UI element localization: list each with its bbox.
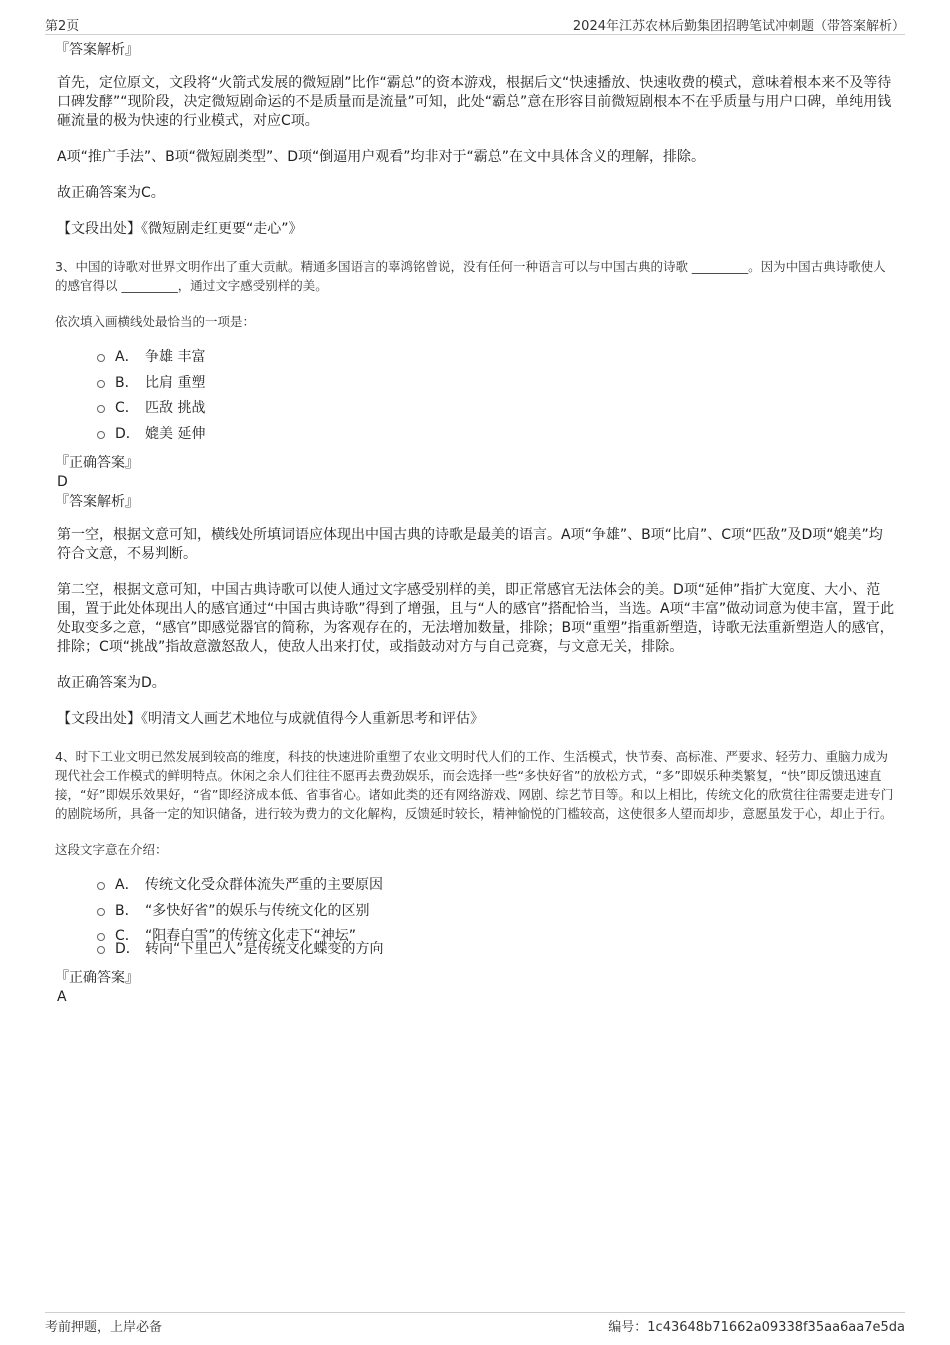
- radio-icon[interactable]: [97, 946, 105, 954]
- analysis-paragraph: A项“推广手法”、B项“微短剧类型”、D项“倒逼用户观看”均非对于“霸总”在文中具体含义的理解，排除。: [57, 149, 705, 165]
- radio-icon[interactable]: [97, 882, 105, 890]
- page-number: 第2页: [45, 19, 80, 34]
- document-title: 2024年江苏农林后勤集团招聘笔试冲刺题（带答案解析）: [572, 19, 905, 34]
- page-content: [55, 40, 895, 1007]
- option-b[interactable]: B． “多快好省”的娱乐与传统文化的区别: [97, 899, 895, 925]
- question-3-prompt: 依次填入画横线处最恰当的一项是：: [55, 314, 256, 329]
- analysis-paragraph: 第二空，根据文意可知，中国古典诗歌可以使人通过文字感受别样的美，即正常感官无法体会的美。D项“延伸”指扩大宽度、大小、范围，置于此处体现出人的感官通过“中国古典诗歌”得到了增强，且与“人的感官”搭配恰当，当选。A项“丰富”做动词意为使丰富，置于此处取变多之意，“感官”即感觉器官的简称，为客观存在的，无法增加数量，排除；B项“重塑”指重新塑造，诗歌无法重新塑造人的感官，排除；C项“挑战”指故意激怒敌人，使敌人出来打仗，或指鼓动对方与自己竞赛，与文意无关，排除。: [57, 582, 895, 655]
- analysis-label: 『答案解析』: [55, 494, 139, 510]
- option-a[interactable]: A． 传统文化受众群体流失严重的主要原因: [97, 873, 895, 899]
- question-4-options: [97, 873, 895, 962]
- analysis-label: 『答案解析』: [55, 42, 139, 58]
- analysis-paragraph: 第一空，根据文意可知，横线处所填词语应体现出中国古典的诗歌是最美的语言。A项“争雄”、B项“比肩”、C项“匹敌”及D项“媲美”均符合文意，不易判断。: [57, 527, 883, 562]
- option-d[interactable]: D． 转向“下里巴人”是传统文化蝶变的方向: [97, 937, 895, 963]
- radio-icon[interactable]: [97, 431, 105, 439]
- option-b[interactable]: B． 比肩 重塑: [97, 371, 895, 397]
- analysis-conclusion: 故正确答案为C。: [57, 185, 165, 201]
- source-citation: 【文段出处】《明清文人画艺术地位与成就值得今人重新思考和评估》: [57, 711, 484, 727]
- option-d[interactable]: D． 媲美 延伸: [97, 422, 895, 448]
- analysis-paragraph: 首先，定位原文，文段将“火箭式发展的微短剧”比作“霸总”的资本游戏，根据后文“快速播放、快速收费的模式，意味着根本来不及等待口碑发酵”“现阶段，决定微短剧命运的不是质量而是流量”可知，此处“霸总”意在形容目前微短剧根本不在乎质量与用户口碑，单纯用钱砸流量的极为快速的行业模式，对应C项。: [57, 75, 892, 129]
- correct-answer-label: 『正确答案』: [55, 455, 139, 471]
- analysis-conclusion: 故正确答案为D。: [57, 675, 166, 691]
- footer-slogan: 考前押题，上岸必备: [45, 1320, 163, 1335]
- question-3-options: [97, 345, 895, 447]
- question-4-text: 4、时下工业文明已然发展到较高的维度，科技的快速进阶重塑了农业文明时代人们的工作、生活模式，快节奏、高标准、严要求、轻劳力、重脑力成为现代社会工作模式的鲜明特点。休闲之余人们往往不愿再去费劲娱乐，而会选择一些“多快好省”的放松方式，“多”即娱乐种类繁复，“快”即反馈迅速直接，“好”即娱乐效果好，“省”即经济成本低、省事省心。诸如此类的还有网络游戏、网剧、综艺节目等。和以上相比，传统文化的欣赏往往需要走进专门的剧院场所，具备一定的知识储备，进行较为费力的文化解构，反馈延时较长，精神愉悦的门槛较高，这使很多人望而却步，意愿虽发于心，却止于行。: [55, 749, 894, 821]
- radio-icon[interactable]: [97, 354, 105, 362]
- option-c[interactable]: C． “阳春白雪”的传统文化走下“神坛”: [97, 924, 895, 950]
- radio-icon[interactable]: [97, 380, 105, 388]
- correct-answer: A: [57, 989, 67, 1005]
- page-header: [45, 12, 905, 35]
- option-a[interactable]: A． 争雄 丰富: [97, 345, 895, 371]
- document-id: 编号：1c43648b71662a09338f35aa6aa7e5da: [608, 1320, 905, 1335]
- question-3-text: 3、中国的诗歌对世界文明作出了重大贡献。精通多国语言的辜鸿铭曾说，没有任何一种语言可以与中国古典的诗歌 _________。因为中国古典诗歌使人的感官得以 _________，通过文字感受别样的美。: [55, 259, 886, 293]
- question-4-prompt: 这段文字意在介绍：: [55, 842, 168, 857]
- page-footer: [45, 1312, 905, 1335]
- option-c[interactable]: C． 匹敌 挑战: [97, 396, 895, 422]
- correct-answer: D: [57, 474, 68, 490]
- radio-icon[interactable]: [97, 405, 105, 413]
- source-citation: 【文段出处】《微短剧走红更要“走心”》: [57, 221, 303, 237]
- radio-icon[interactable]: [97, 908, 105, 916]
- correct-answer-label: 『正确答案』: [55, 970, 139, 986]
